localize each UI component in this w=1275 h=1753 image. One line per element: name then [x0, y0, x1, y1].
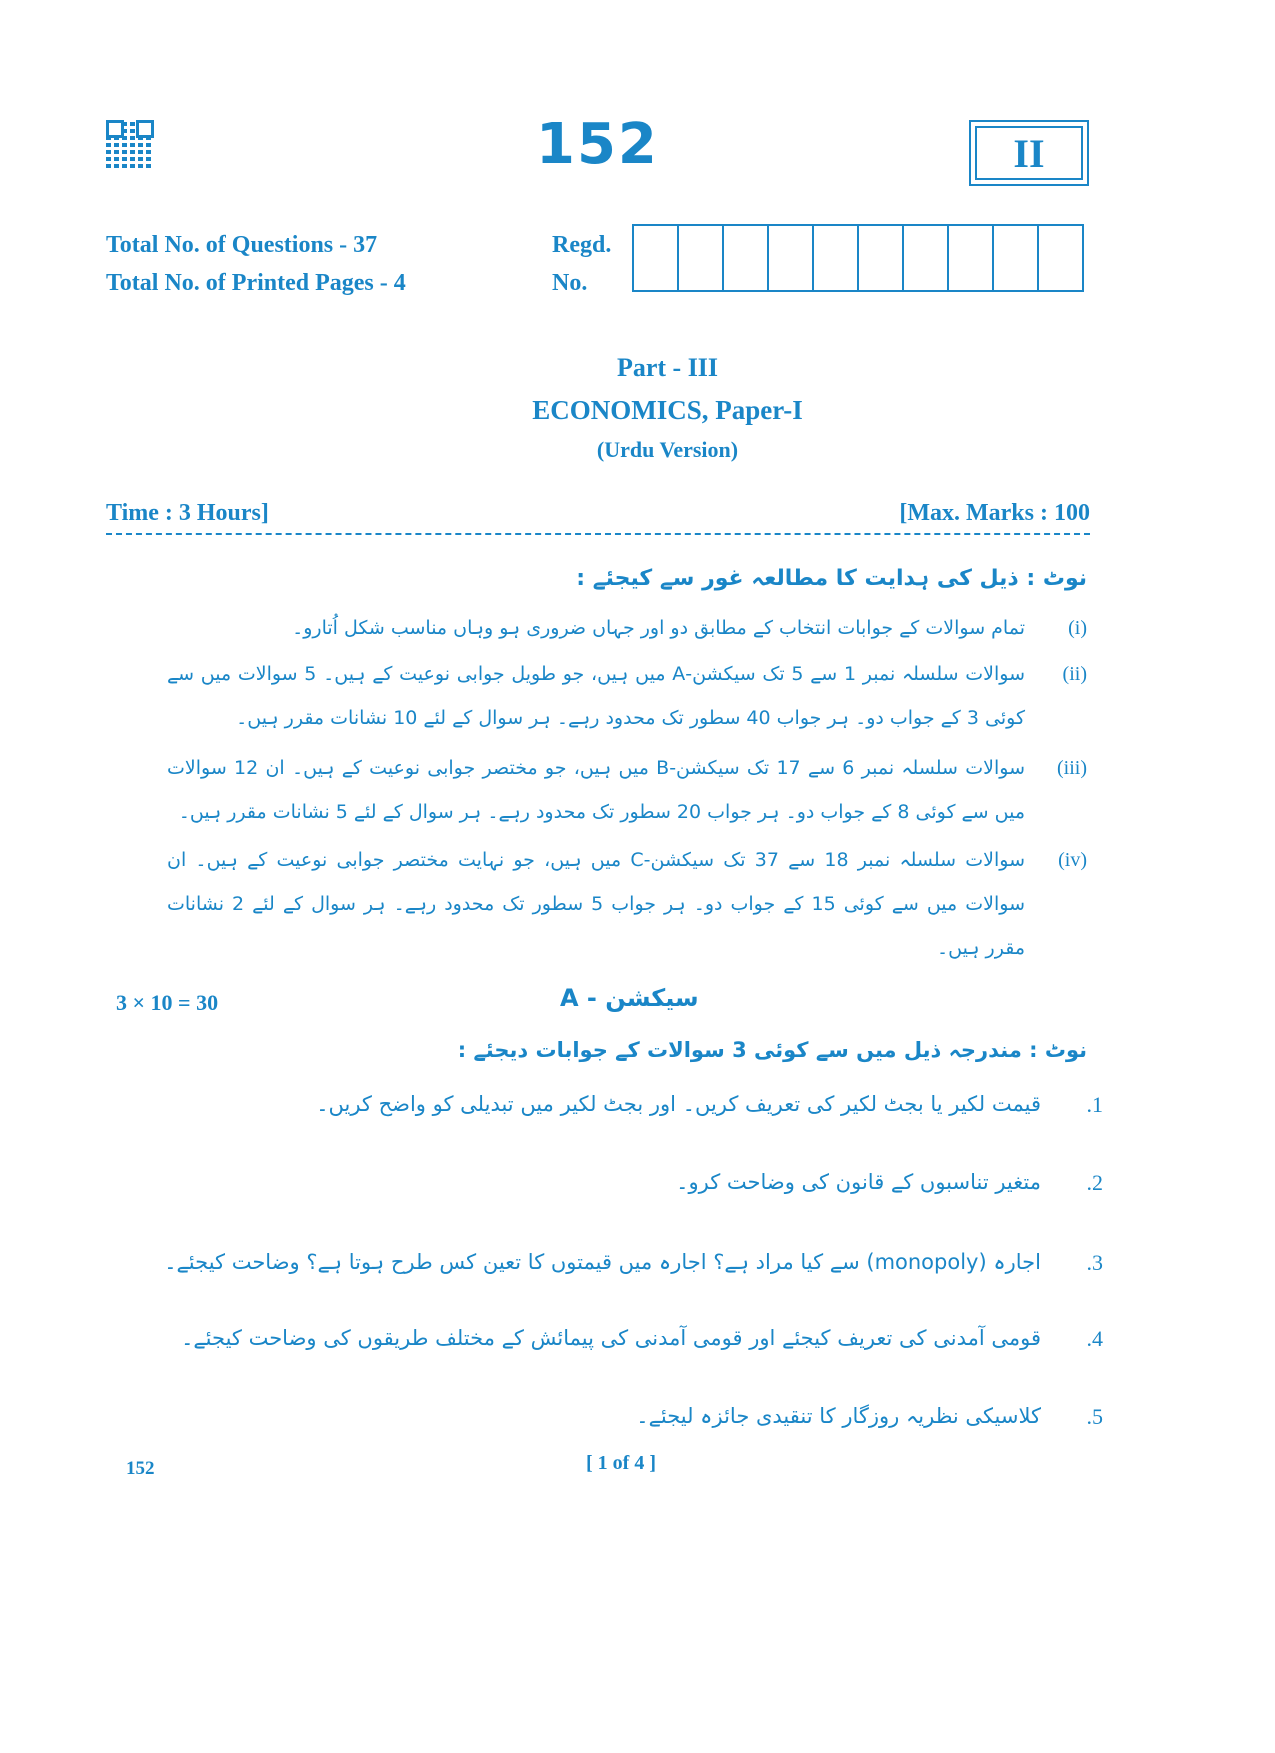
question-number: 2. — [1086, 1170, 1103, 1195]
time-marks-bar — [106, 500, 1090, 535]
paper-titles — [0, 348, 1275, 468]
instruction-number: (i) — [1068, 617, 1087, 639]
qr-code-icon — [106, 120, 154, 168]
instruction-text: سوالات سلسلہ نمبر 1 سے 5 تک سیکشن-A میں ہیں، جو طویل جوابی نوعیت کے ہیں۔ 5 سوالات میں سے کوئی 3 کے جواب دو۔ ہر جواب 40 سطور تک محدود رہے۔ ہر سوال کے لئے 10 نشانات مقرر ہیں۔ — [167, 663, 1025, 729]
max-marks: [Max. Marks : 100 — [899, 500, 1090, 526]
question-item — [153, 1170, 1103, 1194]
regd-digit-box[interactable] — [1039, 226, 1082, 290]
regd-label — [552, 226, 611, 302]
paper-code: 152 — [536, 112, 659, 177]
section-a-title: سیکشن - A — [560, 984, 699, 1012]
question-item — [153, 1250, 1103, 1274]
paper-meta — [106, 226, 406, 302]
regd-digit-box[interactable] — [679, 226, 724, 290]
regd-digit-box[interactable] — [949, 226, 994, 290]
instruction-text: تمام سوالات کے جوابات انتخاب کے مطابق دو اور جہاں ضروری ہو وہاں مناسب شکل اُتارو۔ — [292, 617, 1025, 639]
instruction-number: (iii) — [1056, 757, 1087, 779]
question-text: متغیر تناسبوں کے قانون کی وضاحت کرو۔ — [676, 1170, 1041, 1194]
question-text: قیمت لکیر یا بجٹ لکیر کی تعریف کریں۔ اور بجٹ لکیر میں تبدیلی کو واضح کریں۔ — [316, 1092, 1041, 1116]
regd-digit-box[interactable] — [814, 226, 859, 290]
regd-label-line-2: No. — [552, 270, 588, 296]
instruction-text: سوالات سلسلہ نمبر 6 سے 17 تک سیکشن-B میں ہیں، جو مختصر جوابی نوعیت کے ہیں۔ ان 12 سوالات میں سے کوئی 8 کے جواب دو۔ ہر جواب 20 سطور تک محدود رہے۔ ہر سوال کے لئے 5 نشانات مقرر ہیں۔ — [167, 757, 1025, 823]
question-number: 4. — [1086, 1326, 1103, 1351]
footer-page-number: [ 1 of 4 ] — [586, 1452, 656, 1474]
instructions-heading: نوٹ : ذیل کی ہدایت کا مطالعہ غور سے کیجئے : — [576, 566, 1087, 591]
instruction-number: (ii) — [1062, 663, 1087, 685]
instruction-item — [167, 838, 1087, 970]
regd-digit-box[interactable] — [769, 226, 814, 290]
question-text: قومی آمدنی کی تعریف کیجئے اور قومی آمدنی کی پیمائش کے مختلف طریقوں کی وضاحت کیجئے۔ — [181, 1326, 1041, 1350]
regd-digit-box[interactable] — [904, 226, 949, 290]
time-allowed: Time : 3 Hours] — [106, 500, 269, 526]
instruction-text: سوالات سلسلہ نمبر 18 سے 37 تک سیکشن-C میں ہیں، جو نہایت مختصر جوابی نوعیت کے ہیں۔ ان سوالات میں سے کوئی 15 کے جواب دو۔ ہر جواب 5 سطور تک محدود رہے۔ ہر سوال کے لئے 2 نشانات مقرر ہیں۔ — [167, 849, 1025, 959]
question-text: اجارہ (monopoly) سے کیا مراد ہے؟ اجارہ میں قیمتوں کا تعین کس طرح ہوتا ہے؟ وضاحت کیجئے۔ — [164, 1250, 1041, 1274]
question-number: 1. — [1086, 1092, 1103, 1117]
section-a-marks: 3 × 10 = 30 — [116, 990, 219, 1015]
regd-number-boxes[interactable] — [632, 224, 1084, 292]
instruction-item — [167, 606, 1087, 650]
set-badge: II — [969, 120, 1089, 186]
instruction-item — [167, 652, 1087, 740]
regd-digit-box[interactable] — [724, 226, 769, 290]
subject-title: ECONOMICS, Paper-I — [532, 395, 803, 425]
total-pages: Total No. of Printed Pages - 4 — [106, 270, 406, 296]
regd-digit-box[interactable] — [994, 226, 1039, 290]
total-questions: Total No. of Questions - 37 — [106, 232, 378, 258]
question-item — [153, 1404, 1103, 1428]
part-title: Part - III — [616, 353, 719, 382]
regd-digit-box[interactable] — [634, 226, 679, 290]
question-number: 5. — [1086, 1404, 1103, 1429]
instruction-item — [167, 746, 1087, 834]
question-item — [153, 1326, 1103, 1350]
footer-paper-code: 152 — [126, 1458, 155, 1479]
regd-digit-box[interactable] — [859, 226, 904, 290]
instruction-number: (iv) — [1058, 849, 1087, 871]
question-item — [153, 1092, 1103, 1116]
question-number: 3. — [1086, 1250, 1103, 1275]
version-title: (Urdu Version) — [596, 437, 739, 462]
section-a-note: نوٹ : مندرجہ ذیل میں سے کوئی 3 سوالات کے جوابات دیجئے : — [457, 1038, 1087, 1062]
question-text: کلاسیکی نظریہ روزگار کا تنقیدی جائزہ لیجئے۔ — [636, 1404, 1041, 1428]
regd-label-line-1: Regd. — [552, 232, 612, 258]
